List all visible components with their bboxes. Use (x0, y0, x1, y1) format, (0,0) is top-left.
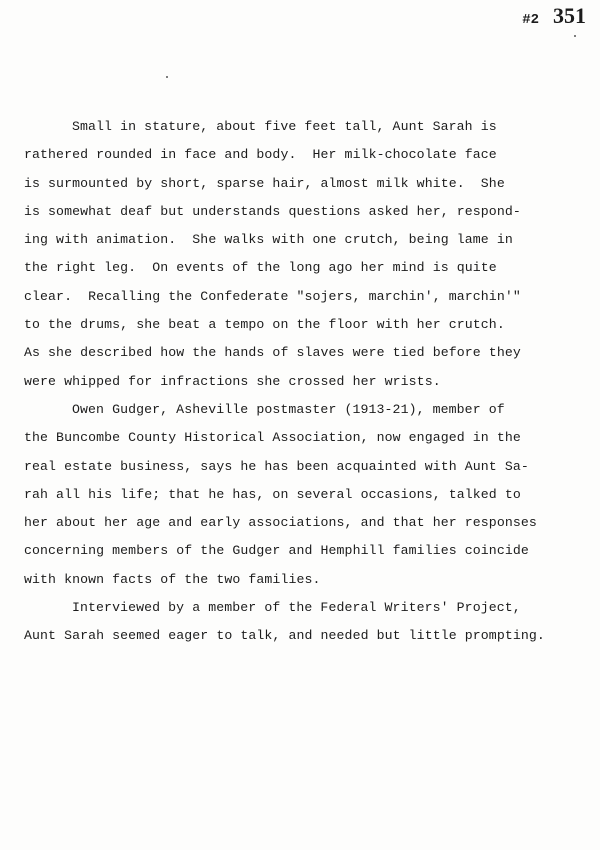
text-line: rah all his life; that he has, on several occasions, talked to (24, 486, 521, 502)
text-line: the Buncombe County Historical Association, now engaged in the (24, 430, 521, 446)
text-line: Owen Gudger, Asheville postmaster (1913-21), member of (72, 401, 505, 417)
paragraph-gudger-statement (24, 396, 580, 594)
text-line: Interviewed by a member of the Federal Writers' Project, (72, 600, 521, 616)
text-line: is surmounted by short, sparse hair, almost milk white. She (24, 175, 505, 191)
text-line: clear. Recalling the Confederate "sojers, marchin', marchin'" (24, 288, 521, 304)
paragraph-interview (24, 594, 580, 651)
paragraph-description (24, 113, 580, 396)
body-text (24, 113, 580, 651)
text-line: is somewhat deaf but understands questions asked her, respond- (24, 203, 521, 219)
text-line: real estate business, says he has been acquainted with Aunt Sa- (24, 458, 529, 474)
stray-dot-mark (166, 76, 168, 78)
text-line: Small in stature, about five feet tall, Aunt Sarah is (72, 119, 497, 134)
text-line: to the drums, she beat a tempo on the floor with her crutch. (24, 317, 505, 333)
text-line: her about her age and early associations, and that her responses (24, 515, 537, 531)
page-header (522, 3, 586, 29)
text-line: ing with animation. She walks with one crutch, being lame in (24, 232, 513, 248)
page-sequence-label: #2 (522, 12, 539, 28)
text-line: the right leg. On events of the long ago her mind is quite (24, 260, 497, 276)
text-line: concerning members of the Gudger and Hemphill families coincide (24, 543, 529, 559)
page-number: 351 (553, 3, 586, 28)
text-line: with known facts of the two families. (24, 571, 321, 587)
text-line: As she described how the hands of slaves were tied before they (24, 345, 521, 361)
text-line: rathered rounded in face and body. Her milk-chocolate face (24, 147, 497, 163)
text-line: were whipped for infractions she crossed her wrists. (24, 373, 441, 389)
text-line: Aunt Sarah seemed eager to talk, and needed but little prompting. (24, 628, 545, 644)
stray-dot-mark (574, 35, 576, 37)
